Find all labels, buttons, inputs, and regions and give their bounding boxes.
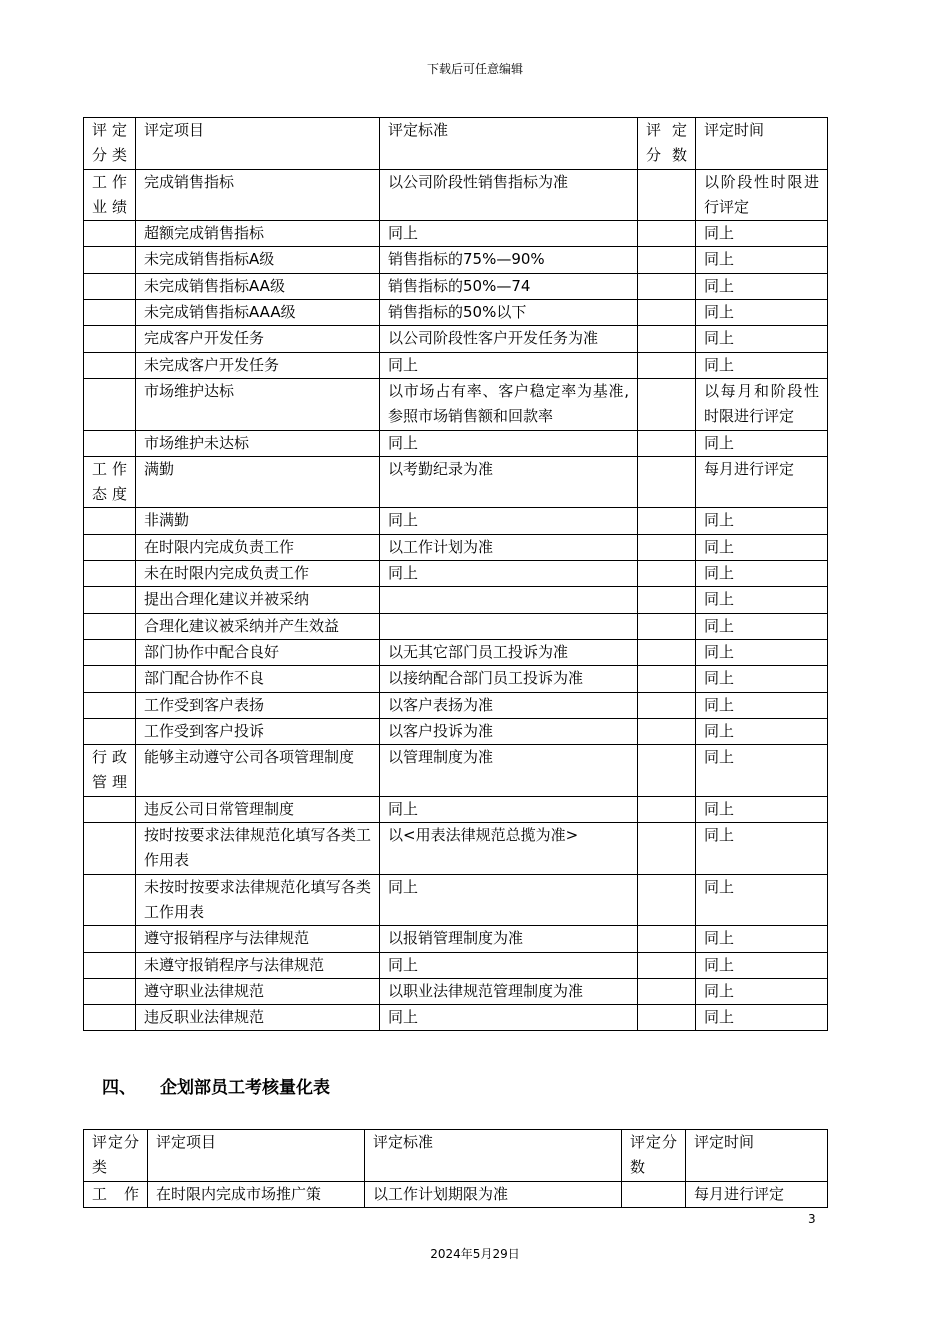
- standard-cell: 同上: [380, 221, 638, 247]
- item-cell: 未完成销售指标AA级: [136, 273, 380, 299]
- standard-cell: 销售指标的75%—90%: [380, 247, 638, 273]
- category-cell: [84, 221, 136, 247]
- score-cell: [638, 926, 696, 952]
- table-row: [84, 300, 828, 326]
- time-cell: 同上: [696, 273, 828, 299]
- item-cell: 超额完成销售指标: [136, 221, 380, 247]
- page-header-note: 下载后可任意编辑: [426, 62, 523, 76]
- time-cell: 同上: [696, 639, 828, 665]
- table-row: [84, 978, 828, 1004]
- time-cell: 同上: [696, 247, 828, 273]
- item-cell: 违反公司日常管理制度: [136, 796, 380, 822]
- standard-cell: 以职业法律规范管理制度为准: [380, 978, 638, 1004]
- score-cell: [638, 718, 696, 744]
- table-row: [84, 639, 828, 665]
- category-cell: [84, 692, 136, 718]
- category-cell: [84, 978, 136, 1004]
- time-cell: 同上: [696, 796, 828, 822]
- table-header-row: [84, 1130, 828, 1182]
- standard-cell: 同上: [380, 430, 638, 456]
- category-cell: [84, 639, 136, 665]
- score-cell: [638, 456, 696, 508]
- table-row: [84, 273, 828, 299]
- time-cell: 同上: [696, 326, 828, 352]
- category-cell: [84, 1005, 136, 1031]
- standard-cell: 同上: [380, 796, 638, 822]
- table-row: [84, 378, 828, 430]
- category-cell: [84, 300, 136, 326]
- table-row: [84, 534, 828, 560]
- score-cell: [638, 221, 696, 247]
- standard-cell: 以公司阶段性销售指标为准: [380, 169, 638, 221]
- table-row: [84, 508, 828, 534]
- category-cell: [84, 534, 136, 560]
- table-row: [84, 352, 828, 378]
- table-body: [84, 169, 828, 1031]
- table-row: [84, 745, 828, 797]
- time-cell: 以阶段性时限进行评定: [696, 169, 828, 221]
- category-cell: [84, 561, 136, 587]
- table-row: [84, 587, 828, 613]
- standard-cell: 同上: [380, 561, 638, 587]
- table-row: [84, 1181, 828, 1207]
- time-cell: 同上: [696, 561, 828, 587]
- item-cell: 遵守报销程序与法律规范: [136, 926, 380, 952]
- time-cell: 同上: [696, 587, 828, 613]
- header-score: 评定分数: [638, 118, 696, 170]
- score-cell: [638, 534, 696, 560]
- item-cell: 违反职业法律规范: [136, 1005, 380, 1031]
- standard-cell: 同上: [380, 874, 638, 926]
- header-item: 评定项目: [136, 118, 380, 170]
- category-cell: [84, 430, 136, 456]
- score-cell: [638, 874, 696, 926]
- item-cell: 完成销售指标: [136, 169, 380, 221]
- standard-cell: 以考勤纪录为准: [380, 456, 638, 508]
- header-time: 评定时间: [696, 118, 828, 170]
- standard-cell: 以客户投诉为准: [380, 718, 638, 744]
- header-standard: 评定标准: [380, 118, 638, 170]
- time-cell: 同上: [696, 1005, 828, 1031]
- score-cell: [638, 352, 696, 378]
- time-cell: 同上: [696, 978, 828, 1004]
- category-cell: [84, 508, 136, 534]
- item-cell: 部门配合协作不良: [136, 666, 380, 692]
- item-cell: 满勤: [136, 456, 380, 508]
- category-cell: [84, 273, 136, 299]
- item-cell: 未在时限内完成负责工作: [136, 561, 380, 587]
- standard-cell: 以市场占有率、客户稳定率为基准,参照市场销售额和回款率: [380, 378, 638, 430]
- item-cell: 未完成销售指标AAA级: [136, 300, 380, 326]
- item-cell: 能够主动遵守公司各项管理制度: [136, 745, 380, 797]
- category-cell: [84, 718, 136, 744]
- section-number: 四、: [102, 1078, 136, 1098]
- item-cell: 未遵守报销程序与法律规范: [136, 952, 380, 978]
- table-row: [84, 874, 828, 926]
- score-cell: [638, 666, 696, 692]
- item-cell: 市场维护未达标: [136, 430, 380, 456]
- footer-date: 2024年5月29日: [430, 1247, 520, 1261]
- item-cell: 在时限内完成负责工作: [136, 534, 380, 560]
- category-cell: [84, 952, 136, 978]
- time-cell: 同上: [696, 952, 828, 978]
- category-cell: [84, 326, 136, 352]
- score-cell: [638, 247, 696, 273]
- standard-cell: 销售指标的50%以下: [380, 300, 638, 326]
- standard-cell: 同上: [380, 508, 638, 534]
- header-time: 评定时间: [686, 1130, 828, 1182]
- category-cell: [84, 823, 136, 875]
- header-score: 评定分数: [622, 1130, 686, 1182]
- table-row: [84, 221, 828, 247]
- score-cell: [638, 745, 696, 797]
- time-cell: 同上: [696, 221, 828, 247]
- time-cell: 同上: [696, 430, 828, 456]
- score-cell: [638, 796, 696, 822]
- item-cell: 提出合理化建议并被采纳: [136, 587, 380, 613]
- table-row: [84, 613, 828, 639]
- item-cell: 未按时按要求法律规范化填写各类工作用表: [136, 874, 380, 926]
- category-cell: 工作态度: [84, 456, 136, 508]
- score-cell: [638, 508, 696, 534]
- item-cell: 遵守职业法律规范: [136, 978, 380, 1004]
- category-cell: [84, 247, 136, 273]
- table-row: [84, 430, 828, 456]
- score-cell: [638, 561, 696, 587]
- item-cell: 在时限内完成市场推广策: [148, 1181, 365, 1207]
- table-row: [84, 456, 828, 508]
- score-cell: [638, 639, 696, 665]
- item-cell: 非满勤: [136, 508, 380, 534]
- score-cell: [638, 823, 696, 875]
- section-title: 企划部员工考核量化表: [160, 1078, 330, 1098]
- standard-cell: 销售指标的50%—74: [380, 273, 638, 299]
- score-cell: [638, 273, 696, 299]
- category-cell: [84, 874, 136, 926]
- standard-cell: 以客户表扬为准: [380, 692, 638, 718]
- standard-cell: 同上: [380, 952, 638, 978]
- table-row: [84, 823, 828, 875]
- score-cell: [638, 430, 696, 456]
- standard-cell: 以工作计划为准: [380, 534, 638, 560]
- standard-cell: 以<用表法律规范总揽为准>: [380, 823, 638, 875]
- standard-cell: 同上: [380, 1005, 638, 1031]
- table-body: [84, 1181, 828, 1207]
- standard-cell: 以公司阶段性客户开发任务为准: [380, 326, 638, 352]
- score-cell: [638, 378, 696, 430]
- page-number: 3: [808, 1212, 816, 1226]
- category-cell: [84, 613, 136, 639]
- time-cell: 同上: [696, 613, 828, 639]
- time-cell: 以每月和阶段性时限进行评定: [696, 378, 828, 430]
- time-cell: 同上: [696, 745, 828, 797]
- score-cell: [638, 613, 696, 639]
- time-cell: 同上: [696, 926, 828, 952]
- table-row: [84, 169, 828, 221]
- planning-evaluation-table: [83, 1129, 828, 1208]
- standard-cell: 以无其它部门员工投诉为准: [380, 639, 638, 665]
- category-cell: 行政管理: [84, 745, 136, 797]
- header-item: 评定项目: [148, 1130, 365, 1182]
- score-cell: [638, 978, 696, 1004]
- time-cell: 同上: [696, 352, 828, 378]
- table-row: [84, 926, 828, 952]
- standard-cell: 同上: [380, 352, 638, 378]
- time-cell: 每月进行评定: [696, 456, 828, 508]
- header-category: 评定分类: [84, 1130, 148, 1182]
- score-cell: [622, 1181, 686, 1207]
- item-cell: 未完成销售指标A级: [136, 247, 380, 273]
- table-row: [84, 952, 828, 978]
- table-row: [84, 796, 828, 822]
- time-cell: 同上: [696, 692, 828, 718]
- table-header-row: [84, 118, 828, 170]
- score-cell: [638, 169, 696, 221]
- score-cell: [638, 587, 696, 613]
- item-cell: 合理化建议被采纳并产生效益: [136, 613, 380, 639]
- score-cell: [638, 326, 696, 352]
- category-cell: 工 作: [84, 1181, 148, 1207]
- item-cell: 部门协作中配合良好: [136, 639, 380, 665]
- item-cell: 完成客户开发任务: [136, 326, 380, 352]
- table-row: [84, 326, 828, 352]
- time-cell: 同上: [696, 300, 828, 326]
- standard-cell: 以接纳配合部门员工投诉为准: [380, 666, 638, 692]
- time-cell: 同上: [696, 534, 828, 560]
- item-cell: 未完成客户开发任务: [136, 352, 380, 378]
- item-cell: 按时按要求法律规范化填写各类工作用表: [136, 823, 380, 875]
- score-cell: [638, 692, 696, 718]
- standard-cell: 以报销管理制度为准: [380, 926, 638, 952]
- time-cell: 同上: [696, 718, 828, 744]
- sales-evaluation-table: [83, 117, 828, 1031]
- category-cell: [84, 796, 136, 822]
- time-cell: 每月进行评定: [686, 1181, 828, 1207]
- item-cell: 工作受到客户投诉: [136, 718, 380, 744]
- table-row: [84, 718, 828, 744]
- standard-cell: 以管理制度为准: [380, 745, 638, 797]
- category-cell: [84, 587, 136, 613]
- standard-cell: 以工作计划期限为准: [365, 1181, 622, 1207]
- header-category: 评定分类: [84, 118, 136, 170]
- item-cell: 工作受到客户表扬: [136, 692, 380, 718]
- category-cell: [84, 926, 136, 952]
- table-row: [84, 1005, 828, 1031]
- category-cell: [84, 352, 136, 378]
- table-row: [84, 666, 828, 692]
- standard-cell: [380, 587, 638, 613]
- time-cell: 同上: [696, 823, 828, 875]
- header-standard: 评定标准: [365, 1130, 622, 1182]
- table-row: [84, 561, 828, 587]
- category-cell: 工作业绩: [84, 169, 136, 221]
- category-cell: [84, 378, 136, 430]
- time-cell: 同上: [696, 666, 828, 692]
- time-cell: 同上: [696, 508, 828, 534]
- score-cell: [638, 300, 696, 326]
- section-heading: [102, 1077, 330, 1099]
- item-cell: 市场维护达标: [136, 378, 380, 430]
- standard-cell: [380, 613, 638, 639]
- category-cell: [84, 666, 136, 692]
- time-cell: 同上: [696, 874, 828, 926]
- table-row: [84, 247, 828, 273]
- table-row: [84, 692, 828, 718]
- score-cell: [638, 1005, 696, 1031]
- score-cell: [638, 952, 696, 978]
